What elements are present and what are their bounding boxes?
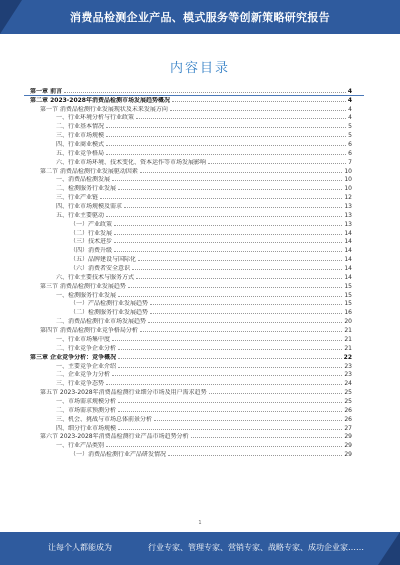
toc-entry-title: 第五节 2023-2028年消费品检测行业细分市场及用户需求趋势 xyxy=(40,389,207,397)
toc-entry-title: 三、行业产业链 xyxy=(56,194,99,202)
toc-leader-dots xyxy=(100,198,342,199)
toc-entry-title: （二）检测服务行业发展趋势 xyxy=(70,309,149,317)
toc-leader-dots xyxy=(106,216,342,217)
toc-entry-title: 二、市场需求预测分析 xyxy=(56,406,117,414)
toc-entry[interactable] xyxy=(30,352,352,361)
toc-entry-page: 14 xyxy=(344,247,352,255)
toc-entry-title: 三、机会、挑战与市场总体前景分析 xyxy=(56,415,153,423)
toc-entry-page: 6 xyxy=(348,149,352,157)
toc-entry[interactable] xyxy=(30,130,352,139)
toc-leader-dots xyxy=(118,189,342,190)
toc-entry-page: 20 xyxy=(344,318,352,326)
toc-entry-page: 5 xyxy=(348,123,352,131)
toc-leader-dots xyxy=(140,331,342,332)
toc-entry[interactable] xyxy=(30,396,352,405)
toc-entry-page: 22 xyxy=(343,353,352,361)
toc-leader-dots xyxy=(106,384,342,385)
toc-leader-dots xyxy=(128,287,342,288)
toc-entry[interactable] xyxy=(30,175,352,184)
toc-entry-title: 一、消费品检测发展 xyxy=(56,176,111,184)
toc-entry[interactable] xyxy=(30,370,352,379)
table-of-contents xyxy=(30,86,352,458)
toc-entry[interactable] xyxy=(30,440,352,449)
toc-entry-page: 23 xyxy=(344,362,352,370)
footer-slogan: 让每个人都能成为 xyxy=(48,543,112,552)
toc-entry[interactable] xyxy=(30,272,352,281)
toc-leader-dots xyxy=(191,437,343,438)
toc-entry-title: 四、行业市场规模及需求 xyxy=(56,203,123,211)
toc-entry[interactable] xyxy=(30,86,352,95)
toc-entry-title: 二、消费品检测行业市场发展趋势 xyxy=(56,318,147,326)
toc-entry[interactable] xyxy=(30,405,352,414)
toc-entry[interactable] xyxy=(30,245,352,254)
toc-entry-page: 7 xyxy=(348,158,352,166)
toc-leader-dots xyxy=(106,446,342,447)
toc-entry-title: （一）消费品检测行业产品研发情况 xyxy=(70,451,167,459)
toc-leader-dots xyxy=(114,242,342,243)
toc-entry-page: 13 xyxy=(344,203,352,211)
toc-entry[interactable] xyxy=(30,148,352,157)
toc-entry-title: （一）产业政策 xyxy=(70,220,113,228)
toc-entry-page: 4 xyxy=(348,114,352,122)
toc-leader-dots xyxy=(112,340,342,341)
toc-leader-dots xyxy=(112,180,342,181)
toc-entry-title: （五）品牌建设与国际化 xyxy=(70,256,137,264)
toc-entry-page: 10 xyxy=(344,185,352,193)
toc-entry-page: 10 xyxy=(344,167,352,175)
toc-entry-title: （二）行业发展 xyxy=(70,229,113,237)
toc-entry-page: 21 xyxy=(344,335,352,343)
toc-leader-dots xyxy=(150,304,342,305)
toc-leader-dots xyxy=(106,136,346,137)
toc-entry[interactable] xyxy=(30,139,352,148)
page-number: 1 xyxy=(198,520,202,526)
toc-entry[interactable] xyxy=(30,166,352,175)
toc-entry-page: 14 xyxy=(344,256,352,264)
toc-entry-page: 13 xyxy=(344,211,352,219)
toc-entry-page: 10 xyxy=(344,176,352,184)
toc-entry-title: （四）消费升级 xyxy=(70,247,113,255)
toc-leader-dots xyxy=(118,429,342,430)
toc-entry[interactable] xyxy=(30,281,352,290)
toc-entry[interactable] xyxy=(30,157,352,166)
toc-entry[interactable] xyxy=(30,219,352,228)
toc-entry-page: 14 xyxy=(344,265,352,273)
footer-roles: 行业专家、管理专家、营销专家、战略专家、成功企业家…… xyxy=(148,543,364,552)
toc-entry[interactable] xyxy=(30,228,352,237)
toc-entry[interactable] xyxy=(30,254,352,263)
toc-entry[interactable] xyxy=(30,343,352,352)
toc-entry-page: 21 xyxy=(344,327,352,335)
toc-leader-dots xyxy=(168,455,342,456)
toc-entry[interactable] xyxy=(30,414,352,423)
toc-entry[interactable] xyxy=(30,95,352,104)
toc-entry-title: （六）消费者安全意识 xyxy=(70,265,131,273)
toc-entry-title: 第四节 消费品检测行业竞争格局分析 xyxy=(40,327,138,335)
toc-entry-title: 五、行业竞争格局 xyxy=(56,149,105,157)
toc-leader-dots xyxy=(170,110,346,111)
toc-entry[interactable] xyxy=(30,290,352,299)
toc-entry[interactable] xyxy=(30,307,352,316)
toc-entry-page: 4 xyxy=(348,105,352,113)
toc-entry-page: 29 xyxy=(344,451,352,459)
toc-leader-dots xyxy=(118,349,342,350)
footer-corner-decoration xyxy=(378,532,400,565)
toc-entry[interactable] xyxy=(30,183,352,192)
toc-entry-page: 14 xyxy=(344,229,352,237)
toc-leader-dots xyxy=(132,269,342,270)
toc-entry-title: 一、行业产品类别 xyxy=(56,442,105,450)
toc-leader-dots xyxy=(64,92,346,93)
toc-entry-page: 4 xyxy=(347,87,352,95)
toc-leader-dots xyxy=(114,225,342,226)
toc-entry-title: 二、行业基本情况 xyxy=(56,123,105,131)
toc-entry-page: 23 xyxy=(344,371,352,379)
toc-leader-dots xyxy=(140,172,342,173)
toc-entry[interactable] xyxy=(30,299,352,308)
toc-entry-page: 13 xyxy=(344,220,352,228)
toc-leader-dots xyxy=(118,411,342,412)
toc-leader-dots xyxy=(124,207,342,208)
toc-entry[interactable] xyxy=(30,237,352,246)
toc-entry-page: 21 xyxy=(344,344,352,352)
toc-entry-page: 24 xyxy=(344,380,352,388)
toc-entry-title: （一）产品检测行业发展趋势 xyxy=(70,300,149,308)
toc-entry-page: 29 xyxy=(344,442,352,450)
toc-leader-dots xyxy=(209,393,343,394)
toc-leader-dots xyxy=(106,145,346,146)
toc-entry-title: 六、行业市场环境、技术变化、资本运作等市场发展影响 xyxy=(56,158,207,166)
toc-entry-title: 二、行业竞争企业分析 xyxy=(56,344,117,352)
toc-entry-page: 25 xyxy=(344,397,352,405)
toc-leader-dots xyxy=(112,375,342,376)
toc-entry[interactable] xyxy=(30,210,352,219)
toc-entry[interactable] xyxy=(30,423,352,432)
toc-entry-page: 29 xyxy=(344,433,352,441)
toc-entry[interactable] xyxy=(30,113,352,122)
toc-entry-title: 第一章 前言 xyxy=(30,87,63,95)
toc-entry-title: 第三章 企业竞争分析：竞争概况 xyxy=(30,353,117,361)
toc-entry[interactable] xyxy=(30,432,352,441)
toc-leader-dots xyxy=(114,251,342,252)
toc-heading: 内容目录 xyxy=(169,61,230,76)
toc-entry-title: 一、行业环境分析与行业政策 xyxy=(56,114,135,122)
toc-leader-dots xyxy=(150,313,342,314)
toc-entry-title: 一、主要竞争企业介绍 xyxy=(56,362,117,370)
toc-entry-page: 6 xyxy=(348,141,352,149)
toc-entry-page: 12 xyxy=(344,194,352,202)
toc-entry-page: 26 xyxy=(344,415,352,423)
report-header xyxy=(0,0,400,34)
toc-entry-page: 4 xyxy=(347,96,352,104)
toc-leader-dots xyxy=(208,163,346,164)
toc-entry-page: 5 xyxy=(348,132,352,140)
toc-entry-title: 四、细分行业市场规模 xyxy=(56,424,117,432)
toc-entry-title: 一、检测服务行业发展 xyxy=(56,291,117,299)
toc-leader-dots xyxy=(172,101,346,102)
toc-entry-page: 26 xyxy=(344,406,352,414)
toc-entry[interactable] xyxy=(30,361,352,370)
toc-entry[interactable] xyxy=(30,449,352,458)
toc-leader-dots xyxy=(106,127,346,128)
toc-entry-page: 25 xyxy=(344,389,352,397)
toc-entry-title: （三）技术进步 xyxy=(70,238,113,246)
toc-entry[interactable] xyxy=(30,334,352,343)
toc-entry[interactable] xyxy=(30,201,352,210)
toc-entry-title: 三、行业竞争态势 xyxy=(56,380,105,388)
toc-leader-dots xyxy=(136,278,342,279)
toc-entry-title: 一、行业市场集中度 xyxy=(56,335,111,343)
toc-entry[interactable] xyxy=(30,387,352,396)
toc-entry-page: 15 xyxy=(344,300,352,308)
toc-entry-title: 第三节 消费品检测行业发展趋势 xyxy=(40,282,126,290)
toc-leader-dots xyxy=(118,358,342,359)
toc-entry-title: 第二章 2023-2028年消费品检测市场发展趋势概况 xyxy=(30,96,170,104)
toc-entry-page: 16 xyxy=(344,309,352,317)
toc-leader-dots xyxy=(138,260,342,261)
toc-leader-dots xyxy=(118,367,342,368)
toc-entry[interactable] xyxy=(30,378,352,387)
toc-entry-title: 第六节 2023-2028年消费品检测行业产品市场趋势分析 xyxy=(40,433,189,441)
report-title: 消费品检测企业产品、模式服务等创新策略研究报告 xyxy=(70,11,330,24)
toc-entry[interactable] xyxy=(30,192,352,201)
toc-leader-dots xyxy=(118,402,342,403)
toc-entry[interactable] xyxy=(30,121,352,130)
toc-entry[interactable] xyxy=(30,325,352,334)
toc-leader-dots xyxy=(148,322,342,323)
toc-entry-title: 第一节 消费品检测行业发展现状及未来发展方向 xyxy=(40,105,168,113)
toc-entry-page: 15 xyxy=(344,291,352,299)
report-footer xyxy=(0,532,400,565)
toc-entry[interactable] xyxy=(30,316,352,325)
toc-leader-dots xyxy=(136,118,346,119)
toc-leader-dots xyxy=(106,154,346,155)
toc-entry-page: 27 xyxy=(344,424,352,432)
toc-entry-title: 六、行业主要技术与服务方式 xyxy=(56,273,135,281)
toc-leader-dots xyxy=(114,234,342,235)
toc-entry[interactable] xyxy=(30,263,352,272)
toc-leader-dots xyxy=(154,420,342,421)
toc-entry-title: 四、行业商业模式 xyxy=(56,141,105,149)
toc-entry-title: 一、市场需求规模分析 xyxy=(56,397,117,405)
toc-entry-title: 五、行业主要驱动 xyxy=(56,211,105,219)
toc-entry-title: 二、企业竞争力分析 xyxy=(56,371,111,379)
toc-entry[interactable] xyxy=(30,104,352,113)
toc-leader-dots xyxy=(118,296,342,297)
toc-entry-title: 第二节 消费品检测行业发展驱动因素 xyxy=(40,167,138,175)
toc-entry-title: 二、检测服务行业发展 xyxy=(56,185,117,193)
toc-entry-page: 14 xyxy=(344,273,352,281)
toc-entry-page: 15 xyxy=(344,282,352,290)
toc-entry-page: 14 xyxy=(344,238,352,246)
toc-entry-title: 三、行业市场规模 xyxy=(56,132,105,140)
